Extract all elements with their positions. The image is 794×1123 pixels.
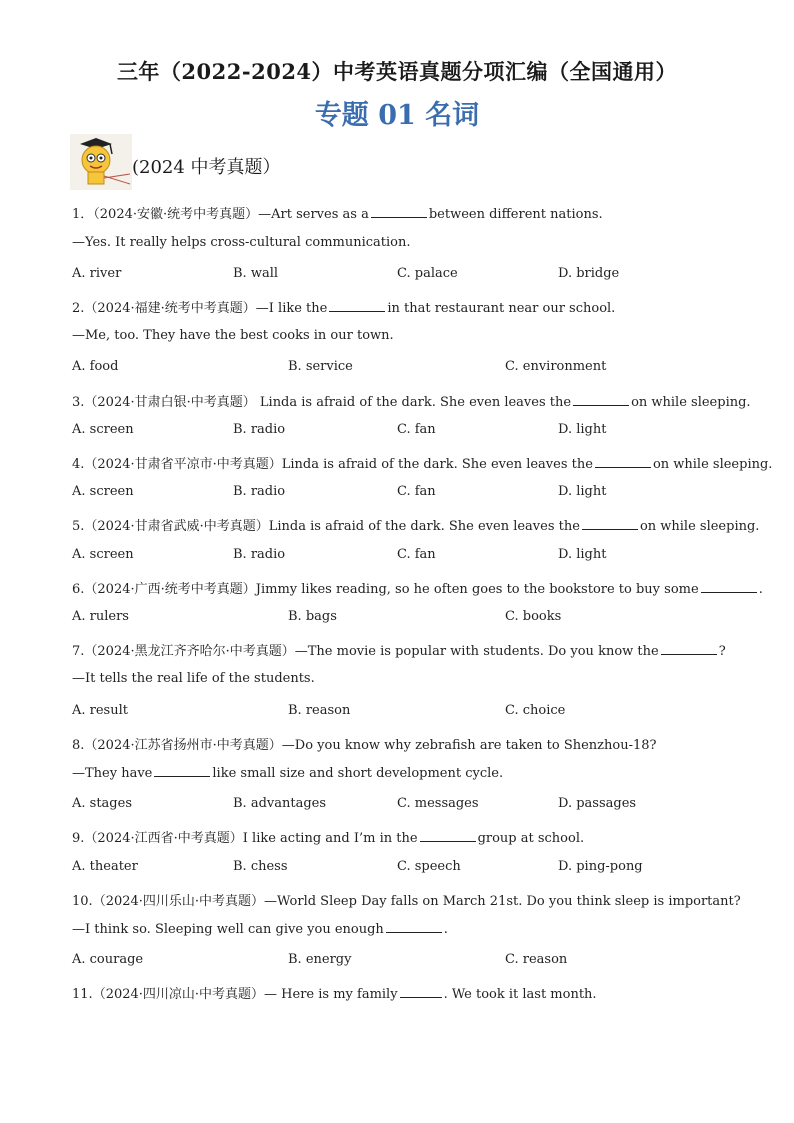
question-10-reply: —I think so. Sleeping well can give you enough . <box>72 922 448 937</box>
option-d: D. light <box>558 484 607 499</box>
option-b: B. energy <box>288 952 352 967</box>
answer-blank <box>573 394 629 406</box>
option-a: A. food <box>72 359 119 374</box>
option-a: A. screen <box>72 422 134 437</box>
question-8: 8.（2024·江苏省扬州市·中考真题）—Do you know why zebrafish are taken to Shenzhou-18? <box>72 738 657 753</box>
question-2-reply: —Me, too. They have the best cooks in our town. <box>72 328 394 343</box>
option-c: C. choice <box>505 703 566 718</box>
option-c: C. books <box>505 609 562 624</box>
option-d: D. bridge <box>558 266 620 281</box>
question-10: 10.（2024·四川乐山·中考真题）—World Sleep Day falls on March 21st. Do you think sleep is important? <box>72 894 741 909</box>
option-a: A. result <box>72 703 128 718</box>
option-b: B. radio <box>233 547 286 562</box>
option-b: B. wall <box>233 266 279 281</box>
answer-blank <box>371 206 427 218</box>
question-7: 7.（2024·黑龙江齐齐哈尔·中考真题）—The movie is popular with students. Do you know the ? <box>72 644 726 659</box>
section-label: (2024 中考真题） <box>132 157 281 178</box>
option-b: B. radio <box>233 422 286 437</box>
answer-blank <box>400 986 442 998</box>
document-title: 三年（2022-2024）中考英语真题分项汇编（全国通用） <box>116 59 678 84</box>
question-4: 4.（2024·甘肃省平凉市·中考真题）Linda is afraid of the dark. She even leaves the on while sleeping. <box>72 457 773 472</box>
section-header <box>70 134 281 190</box>
answer-blank <box>386 921 442 933</box>
answer-blank <box>661 643 717 655</box>
question-11: 11.（2024·四川凉山·中考真题）— Here is my family . We took it last month. <box>72 987 597 1002</box>
document-subtitle: 专题 01 名词 <box>314 100 480 131</box>
option-c: C. palace <box>397 266 458 281</box>
question-8-reply: —They have like small size and short development cycle. <box>72 766 504 781</box>
option-b: B. radio <box>233 484 286 499</box>
answer-blank <box>701 581 757 593</box>
option-d: D. passages <box>558 796 637 811</box>
option-c: C. fan <box>397 422 436 437</box>
answer-blank <box>595 456 651 468</box>
answer-blank <box>329 300 385 312</box>
question-7-reply: —It tells the real life of the students. <box>72 671 315 686</box>
option-a: A. screen <box>72 547 134 562</box>
option-d: D. ping-pong <box>558 859 643 874</box>
option-b: B. advantages <box>233 796 327 811</box>
option-a: A. screen <box>72 484 134 499</box>
question-9: 9.（2024·江西省·中考真题）I like acting and I’m in the group at school. <box>72 831 585 846</box>
option-a: A. theater <box>72 859 138 874</box>
student-mascot-icon <box>70 134 132 190</box>
option-a: A. river <box>72 266 122 281</box>
question-5: 5.（2024·甘肃省武威·中考真题）Linda is afraid of the dark. She even leaves the on while sleeping. <box>72 519 760 534</box>
option-b: B. chess <box>233 859 288 874</box>
question-2: 2.（2024·福建·统考中考真题）—I like the in that restaurant near our school. <box>72 301 616 316</box>
answer-blank <box>420 830 476 842</box>
option-c: C. fan <box>397 547 436 562</box>
option-d: D. light <box>558 422 607 437</box>
option-a: A. rulers <box>72 609 129 624</box>
option-c: C. messages <box>397 796 479 811</box>
option-c: C. fan <box>397 484 436 499</box>
question-3: 3.（2024·甘肃白银·中考真题） Linda is afraid of the dark. She even leaves the on while sleeping. <box>72 395 751 410</box>
option-d: D. light <box>558 547 607 562</box>
option-c: C. reason <box>505 952 568 967</box>
option-c: C. environment <box>505 359 607 374</box>
option-b: B. bags <box>288 609 337 624</box>
option-a: A. stages <box>72 796 132 811</box>
option-b: B. reason <box>288 703 351 718</box>
option-b: B. service <box>288 359 353 374</box>
answer-blank <box>154 765 210 777</box>
question-6: 6.（2024·广西·统考中考真题）Jimmy likes reading, so he often goes to the bookstore to buy some . <box>72 582 763 597</box>
option-a: A. courage <box>72 952 144 967</box>
answer-blank <box>582 518 638 530</box>
question-1: 1．（2024·安徽·统考中考真题）—Art serves as a between different nations. <box>72 207 603 222</box>
option-c: C. speech <box>397 859 461 874</box>
question-1-reply: —Yes. It really helps cross-cultural communication. <box>72 235 411 250</box>
